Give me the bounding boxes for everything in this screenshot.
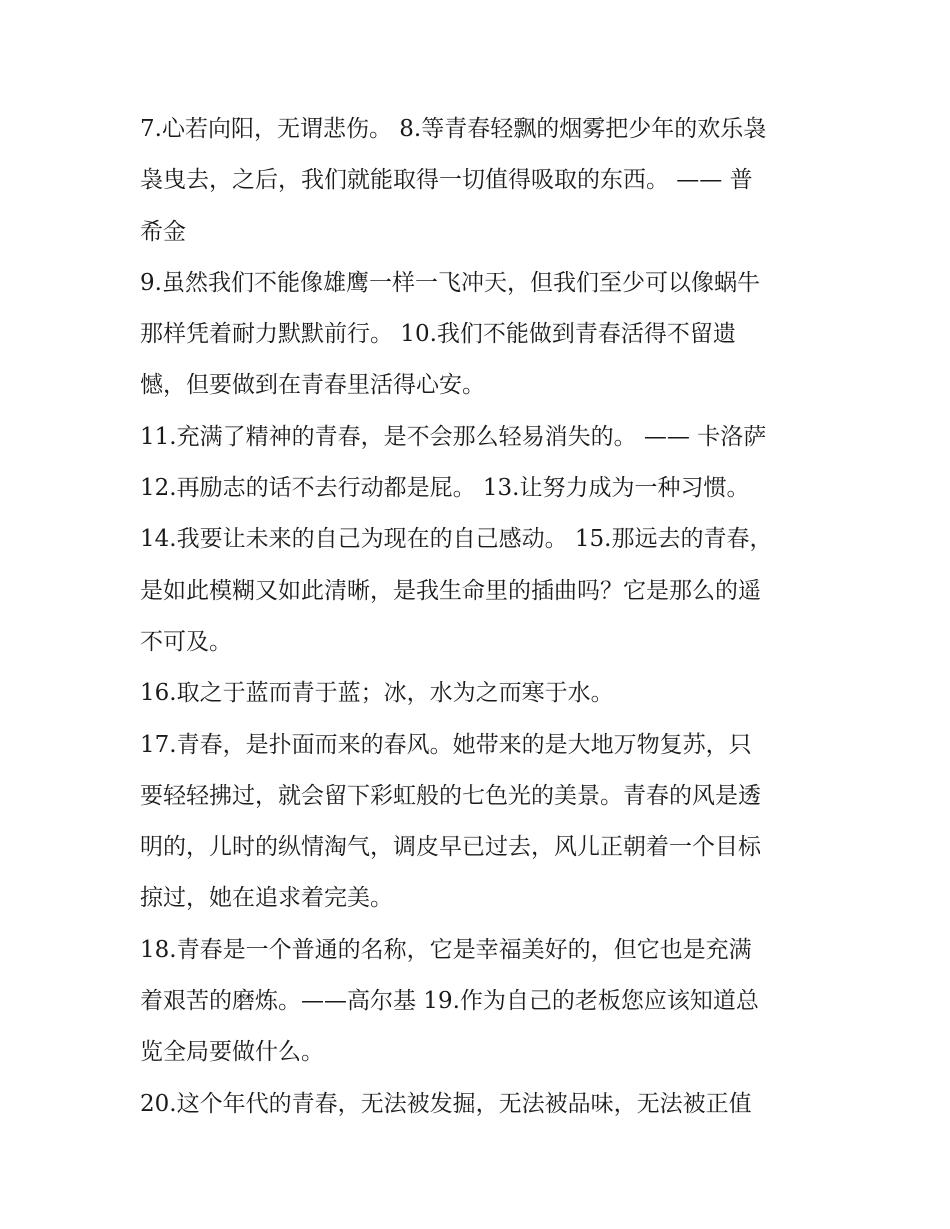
text-line: 17.青春，是扑面而来的春风。她带来的是大地万物复苏，只 [140,731,752,758]
text-line: 18.青春是一个普通的名称，它是幸福美好的，但它也是充满 [140,936,752,963]
quote-text-block [140,104,820,1130]
text-line: 掠过，她在追求着完美。 [140,885,393,912]
text-line: 袅曳去，之后，我们就能取得一切值得吸取的东西。 —— 普 [140,167,753,194]
text-line: 着艰苦的磨炼。——高尔基 19.作为自己的老板您应该知道总 [140,988,759,1015]
text-line: 憾，但要做到在青春里活得心安。 [140,372,485,399]
text-line: 希金 [140,218,186,245]
text-line: 12.再励志的话不去行动都是屁。 13.让努力成为一种习惯。 [140,475,750,502]
text-line: 要轻轻拂过，就会留下彩虹般的七色光的美景。青春的风是透 [140,782,761,809]
text-line: 不可及。 [140,628,232,655]
text-line: 7.心若向阳，无谓悲伤。 8.等青春轻飘的烟雾把少年的欢乐袅 [140,116,767,142]
text-line: 是如此模糊又如此清晰，是我生命里的插曲吗？它是那么的遥 [140,577,761,604]
text-line: 11.充满了精神的青春，是不会那么轻易消失的。 —— 卡洛萨 [140,423,767,450]
text-line: 那样凭着耐力默默前行。 10.我们不能做到青春活得不留遗 [140,321,736,348]
text-line: 明的，儿时的纵情淘气，调皮早已过去，风儿正朝着一个目标 [140,834,761,861]
text-line: 16.取之于蓝而青于蓝；冰，水为之而寒于水。 [140,680,614,707]
text-line: 9.虽然我们不能像雄鹰一样一飞冲天，但我们至少可以像蜗牛 [140,269,760,296]
text-line: 20.这个年代的青春，无法被发掘，无法被品味，无法被正值 [140,1090,752,1117]
text-line: 14.我要让未来的自己为现在的自己感动。 15.那远去的青春， [140,526,773,553]
text-line: 览全局要做什么。 [140,1039,324,1066]
